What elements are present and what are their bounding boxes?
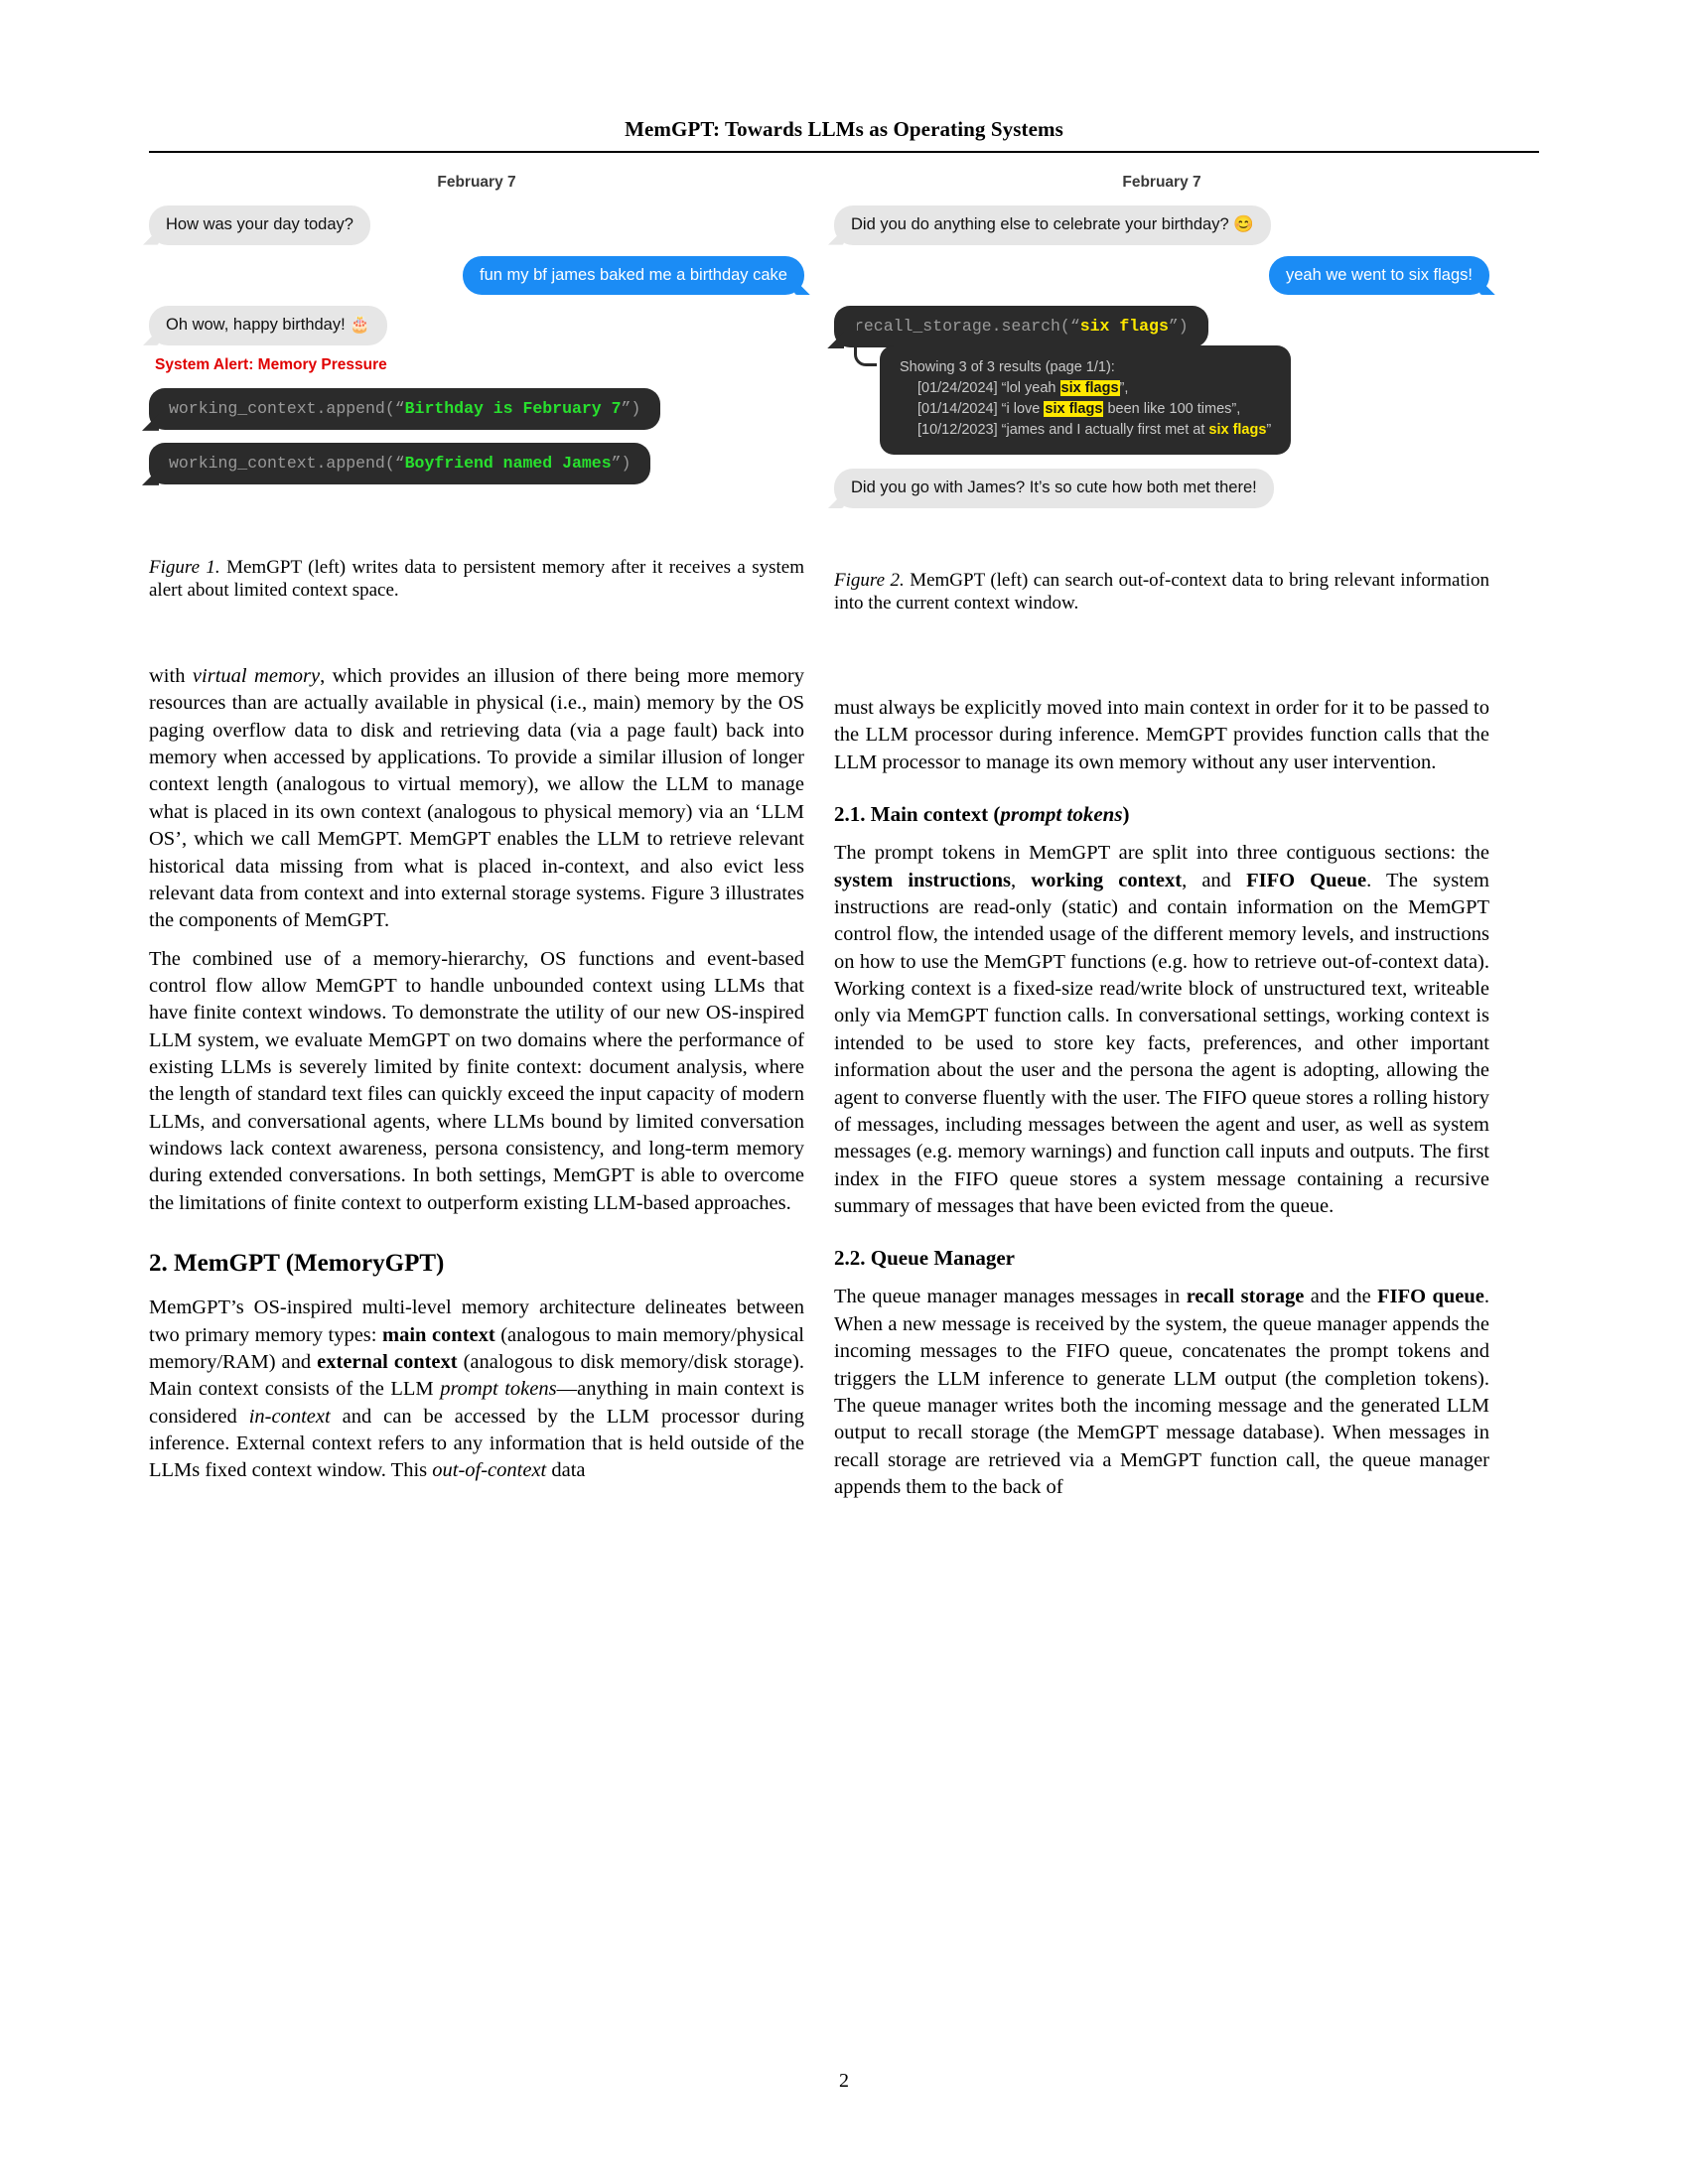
text-run: (analogous to disk memory/disk storage). Main context consists of the LLM [149,1350,804,1401]
section-heading-2: 2. MemGPT (MemoryGPT) [149,1250,445,1278]
emphasis-run: out-of-context [432,1459,547,1482]
strong-run: external context [317,1350,458,1373]
chat-bubble-assistant: How was your day today? [149,205,370,245]
subsection-heading-2-1 [834,802,1489,827]
paragraph [834,1284,1489,1501]
header-rule [149,151,1539,153]
paragraph [149,1295,804,1485]
figure2-message-row [834,256,1489,296]
paragraph [149,663,804,935]
results-connector-line [854,320,877,366]
text-run: , and [1182,869,1247,891]
text-run: The prompt tokens in MemGPT are split into three contiguous sections: the [834,842,1489,865]
paragraph [834,840,1489,1220]
result-post: been like 100 times”, [1103,401,1241,418]
figure1-caption-label: Figure 1. [149,557,220,578]
open-quote: “ [394,453,405,473]
function-name: recall_storage.search( [854,317,1070,337]
text-run: (analogous to main memory/physical memory/RAM) and [149,1323,804,1373]
results-header: Showing 3 of 3 results (page 1/1): [900,359,1115,376]
close-paren: ) [631,398,641,418]
figure2-message-row [834,469,1489,508]
result-post: ” [1266,422,1272,439]
figure2-caption [834,569,1489,614]
result-date: [01/14/2024] [917,401,998,418]
strong-run: working context [1031,869,1183,891]
text-run: and can be accessed by the LLM processor during inference. External context refers to any information that is held outside of the LLMs fixed context window. This [149,1405,805,1482]
body-column-right [834,695,1489,1512]
result-highlight: six flags [1060,380,1119,397]
figure2-code-row [834,306,1489,347]
open-quote: “ [1069,317,1080,337]
subsection-title-close: ) [1122,802,1130,827]
chat-bubble-assistant: Did you do anything else to celebrate your birthday? 😊 [834,205,1271,245]
figure-2 [834,174,1489,519]
text-run: , which provides an illusion of there being more memory resources than are actually available in physical (i.e., main) memory by the OS paging overflow data to disk and retrieving data (via a page fault) back into memory when accessed by applications. To provide a similar illusion of longer context length (analogous to virtual memory), we allow the LLM to manage what is placed in its own context (analogous to physical memory) via an ‘LLM OS’, which we call MemGPT. MemGPT enables the LLM to retrieve relevant historical data missing from what is placed in-context, and also evict less relevant data from context and into external storage systems. Figure 3 illustrates the components of MemGPT. [149,665,804,932]
text-run: with [149,665,193,687]
text-run: data [546,1459,586,1482]
figure1-message-row [149,306,804,345]
figure-1 [149,174,804,497]
text-run: and the [1304,1286,1378,1308]
text-run: . When a new message is received by the system, the queue manager appends the incoming messages to the FIFO queue, concatenates the prompt tokens and triggers the LLM inference to generate LLM output (the completion tokens). The queue manager writes both the incoming message and the generated LLM output to recall storage (the MemGPT message database). When messages in recall storage are retrieved via a MemGPT function call, the queue manager appends them to the back of [834,1286,1489,1498]
subsection-title: Main context ( [870,802,1001,827]
close-quote: ” [621,398,632,418]
emphasis-run: in-context [248,1405,331,1428]
result-date: [01/24/2024] [917,380,998,397]
figure2-caption-text: MemGPT (left) can search out-of-context data to bring relevant information into the current context window. [834,570,1489,614]
figure1-message-row [149,205,804,245]
paragraph: must always be explicitly moved into main context in order for it to be passed to the LLM processor during inference. MemGPT provides function calls that the LLM processor to manage its own memory without any user intervention. [834,697,1489,773]
search-query: six flags [1079,317,1169,337]
search-results-panel [880,345,1291,455]
close-quote: ” [1168,317,1179,337]
figure1-code-row [149,443,804,484]
subsection-title-emphasis: prompt tokens [1000,802,1123,827]
subsection-number: 2.1. [834,802,871,827]
body-column-left [149,663,804,1496]
function-call-bubble [149,388,660,430]
text-run: The queue manager manages messages in [834,1286,1187,1308]
result-row [900,378,1271,399]
close-paren: ) [1178,317,1189,337]
figure1-code-row [149,388,804,430]
function-arg: Birthday is February 7 [404,398,622,418]
system-alert-text: System Alert: Memory Pressure [155,355,387,373]
chat-bubble-assistant: Oh wow, happy birthday! 🎂 [149,306,387,345]
text-run: MemGPT’s OS-inspired multi-level memory architecture delineates between two primary memory types: [149,1297,804,1346]
function-name: working_context.append( [169,453,395,473]
close-paren: ) [621,453,632,473]
search-call-bubble [834,306,1208,347]
result-pre: “i love [1001,401,1045,418]
strong-run: main context [382,1323,495,1346]
result-highlight: six flags [1208,422,1267,439]
function-name: working_context.append( [169,398,395,418]
search-results-wrapper [880,345,1489,455]
close-quote: ” [611,453,622,473]
function-call-bubble [149,443,650,484]
strong-run: FIFO queue [1377,1286,1484,1308]
figure2-caption-label: Figure 2. [834,570,905,591]
figure1-message-row [149,256,804,296]
running-head: MemGPT: Towards LLMs as Operating Systems [625,117,1063,141]
result-pre: “lol yeah [1001,380,1060,397]
result-highlight: six flags [1045,401,1103,418]
function-arg: Boyfriend named James [404,453,612,473]
page-number: 2 [839,2070,849,2092]
text-run: . The system instructions are read-only (static) and contain information on the MemGPT control flow, the intended usage of the different memory levels, and instructions on how to use the MemGPT functions (e.g. how to retrieve out-of-context data). Working context is a fixed-size read/write block of unstructured text, writeable only via MemGPT function calls. In conversational settings, working context is intended to be used to store key facts, preferences, and other important information about the user and the persona the agent is adopting, allowing the agent to converse fluently with the user. The FIFO queue stores a rolling history of messages, including messages between the agent and user, as well as system messages (e.g. memory warnings) and function call inputs and outputs. The first index in the FIFO queue stores a system message containing a recursive summary of messages that have been evicted from the queue. [834,869,1489,1217]
result-row [900,399,1271,420]
text-run: , [1011,869,1032,891]
result-row [900,420,1271,441]
result-pre: “james and I actually first met at [1001,422,1209,439]
strong-run: system instructions [834,869,1011,891]
figure1-daystamp: February 7 [437,174,516,191]
chat-bubble-user: yeah we went to six flags! [1269,256,1489,296]
figure1-caption-text: MemGPT (left) writes data to persistent memory after it receives a system alert about limited context space. [149,557,804,602]
text-run: —anything in main context is considered [149,1378,804,1428]
strong-run: FIFO Queue [1246,869,1367,891]
paragraph: The combined use of a memory-hierarchy, OS functions and event-based control flow allow MemGPT to handle unbounded context using LLMs that have finite context windows. To demonstrate the utility of our new OS-inspired LLM system, we evaluate MemGPT on two domains where the performance of existing LLMs is severely limited by finite context: document analysis, where the length of standard text files can quickly exceed the input capacity of modern LLMs, and conversational agents, where LLMs bound by limited conversation windows lack context awareness, persona consistency, and long-term memory during extended conversations. In both settings, MemGPT is able to overcome the limitations of finite context to outperform existing LLM-based approaches. [149,947,804,1214]
subsection-heading-2-2: 2.2. Queue Manager [834,1246,1015,1271]
figure1-caption [149,556,804,602]
figure2-message-row [834,205,1489,245]
strong-run: recall storage [1186,1286,1305,1308]
emphasis-run: prompt tokens [440,1378,557,1401]
emphasis-run: virtual memory [192,665,321,687]
result-date: [10/12/2023] [917,422,998,439]
open-quote: “ [394,398,405,418]
figure2-daystamp: February 7 [1122,174,1201,191]
chat-bubble-assistant: Did you go with James? It’s so cute how both met there! [834,469,1274,508]
chat-bubble-user: fun my bf james baked me a birthday cake [463,256,804,296]
result-post: ”, [1119,380,1129,397]
